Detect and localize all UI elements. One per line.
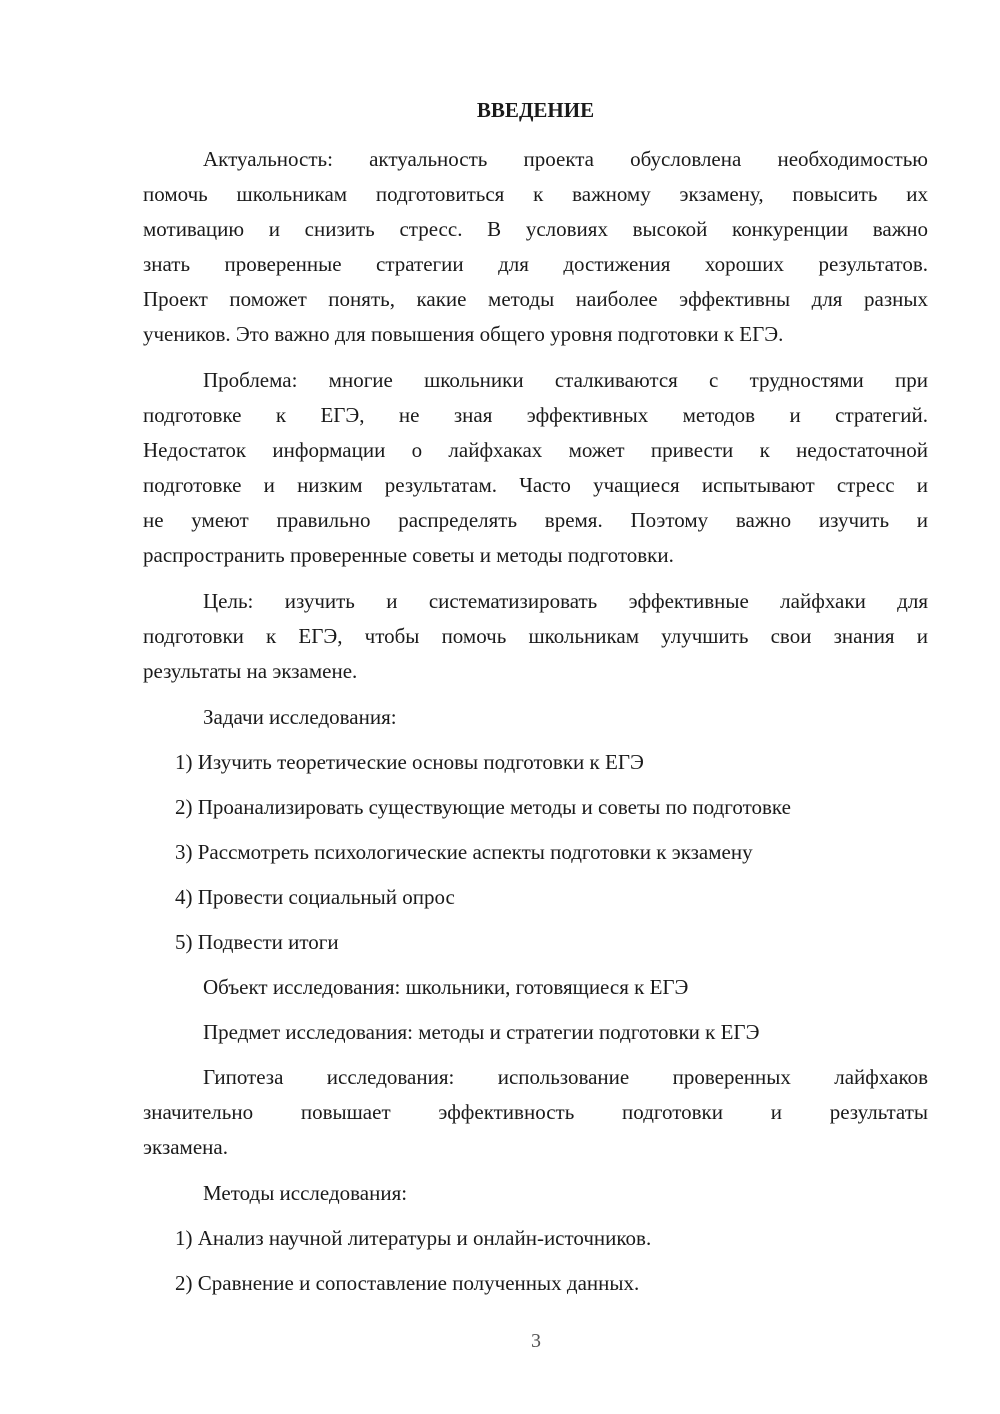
paragraph-line: Проект поможет понять, какие методы наиболее эффективны для разных <box>143 287 928 311</box>
page-number: 3 <box>531 1330 541 1352</box>
hypothesis-paragraph <box>143 1060 928 1165</box>
paragraph-line: мотивацию и снизить стресс. В условиях высокой конкуренции важно <box>143 217 928 241</box>
paragraph-line: подготовки к ЕГЭ, чтобы помочь школьникам улучшить свои знания и <box>143 624 928 648</box>
paragraph-line: Актуальность: актуальность проекта обусловлена необходимостью <box>203 147 928 171</box>
paragraph-line: подготовке к ЕГЭ, не зная эффективных методов и стратегий. <box>143 403 928 427</box>
method-list-item: 1) Анализ научной литературы и онлайн-источников. <box>175 1226 652 1250</box>
hypothesis-line: Гипотеза исследования: использование проверенных лайфхаков <box>203 1065 928 1089</box>
task-list-item: 1) Изучить теоретические основы подготовки к ЕГЭ <box>175 750 644 774</box>
paragraph <box>143 363 928 573</box>
paragraph <box>143 142 928 352</box>
task-list-item: 2) Проанализировать существующие методы и советы по подготовке <box>175 795 791 819</box>
method-list-item: 2) Сравнение и сопоставление полученных данных. <box>175 1271 640 1295</box>
paragraph-line: знать проверенные стратегии для достижения хороших результатов. <box>143 252 928 276</box>
paragraph-line: помочь школьникам подготовиться к важному экзамену, повысить их <box>143 182 928 206</box>
task-list-item: 4) Провести социальный опрос <box>175 885 455 909</box>
hypothesis-line: экзамена. <box>143 1135 228 1159</box>
methods-heading: Методы исследования: <box>203 1181 408 1205</box>
hypothesis-line: значительно повышает эффективность подготовки и результаты <box>143 1100 928 1124</box>
paragraph-line: учеников. Это важно для повышения общего уровня подготовки к ЕГЭ. <box>143 322 784 346</box>
research-subject: Предмет исследования: методы и стратегии подготовки к ЕГЭ <box>203 1020 760 1044</box>
paragraph-line: подготовке и низким результатам. Часто учащиеся испытывают стресс и <box>143 473 928 497</box>
tasks-heading: Задачи исследования: <box>203 705 397 729</box>
paragraph-line: распространить проверенные советы и методы подготовки. <box>143 543 674 567</box>
task-list-item: 5) Подвести итоги <box>175 930 339 954</box>
section-title: ВВЕДЕНИЕ <box>476 98 595 122</box>
paragraph <box>143 584 928 689</box>
research-object: Объект исследования: школьники, готовящиеся к ЕГЭ <box>203 975 689 999</box>
paragraph-line: результаты на экзамене. <box>143 659 358 683</box>
document-page <box>143 93 928 1311</box>
paragraph-line: не умеют правильно распределять время. Поэтому важно изучить и <box>143 508 928 532</box>
task-list-item: 3) Рассмотреть психологические аспекты подготовки к экзамену <box>175 840 753 864</box>
paragraph-line: Цель: изучить и систематизировать эффективные лайфхаки для <box>203 589 928 613</box>
paragraph-line: Недостаток информации о лайфхаках может привести к недостаточной <box>143 438 928 462</box>
paragraph-line: Проблема: многие школьники сталкиваются с трудностями при <box>203 368 928 392</box>
